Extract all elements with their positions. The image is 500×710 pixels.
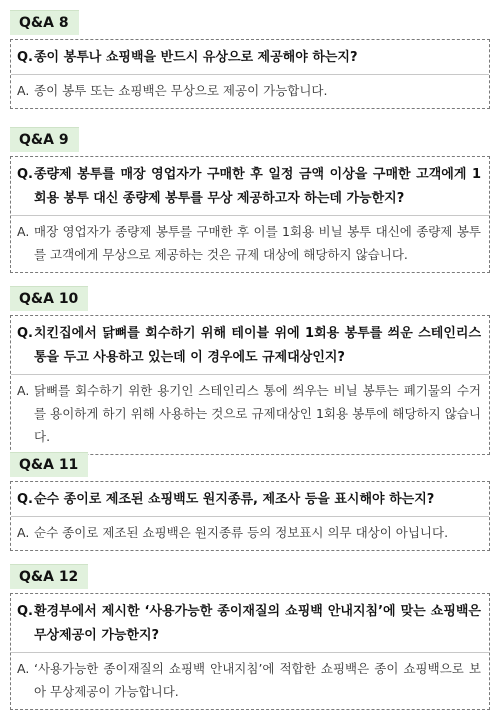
question-prefix: Q. (17, 604, 33, 619)
qa-tag: Q&A 11 (10, 452, 88, 477)
answer-prefix: A. (17, 224, 30, 239)
answer-prefix: A. (17, 525, 30, 540)
answer-text: 매장 영업자가 종량제 봉투를 구매한 후 이를 1회용 비닐 봉투 대신에 종량제 봉투를 고객에게 무상으로 제공하는 것은 규제 대상에 해당하지 않습니다. (34, 224, 481, 262)
qa-block-10 (10, 286, 490, 455)
qa-box (10, 39, 490, 109)
answer-text: 종이 봉투 또는 쇼핑백은 무상으로 제공이 가능합니다. (34, 83, 328, 98)
answer-row (11, 75, 489, 102)
qa-tag: Q&A 10 (10, 286, 88, 311)
qa-block-11 (10, 452, 490, 551)
question-row (11, 159, 489, 216)
question-prefix: Q. (17, 50, 33, 65)
answer-text: 순수 종이로 제조된 쇼핑백은 원지종류 등의 정보표시 의무 대상이 아닙니다. (34, 525, 449, 540)
answer-prefix: A. (17, 83, 30, 98)
question-row (11, 318, 489, 375)
qa-block-8 (10, 10, 490, 109)
question-row (11, 484, 489, 517)
answer-row (11, 653, 489, 703)
qa-box (10, 315, 490, 455)
qa-block-9 (10, 127, 490, 273)
qa-block-12 (10, 564, 490, 710)
answer-prefix: A. (17, 661, 30, 676)
question-text: 종이 봉투나 쇼핑백을 반드시 유상으로 제공해야 하는지? (34, 50, 358, 65)
question-row (11, 42, 489, 75)
answer-prefix: A. (17, 383, 30, 398)
question-text: 순수 종이로 제조된 쇼핑백도 원지종류, 제조사 등을 표시해야 하는지? (34, 492, 435, 507)
qa-tag: Q&A 9 (10, 127, 79, 152)
qa-box (10, 593, 490, 710)
answer-row (11, 517, 489, 544)
answer-text: 닭뼈를 회수하기 위한 용기인 스테인리스 통에 씌우는 비닐 봉투는 폐기물의 수거를 용이하게 하기 위해 사용하는 것으로 규제대상인 1회용 봉투에 해당하지 않습니다. (34, 383, 481, 444)
qa-box (10, 481, 490, 551)
question-text: 종량제 봉투를 매장 영업자가 구매한 후 일정 금액 이상을 구매한 고객에게 1회용 봉투 대신 종량제 봉투를 무상 제공하고자 하는데 가능한지? (34, 167, 481, 206)
answer-row (11, 375, 489, 448)
question-text: 환경부에서 제시한 ‘사용가능한 종이재질의 쇼핑백 안내지침’에 맞는 쇼핑백은 무상제공이 가능한지? (34, 604, 481, 643)
qa-tag: Q&A 12 (10, 564, 88, 589)
answer-row (11, 216, 489, 266)
question-prefix: Q. (17, 326, 33, 341)
question-prefix: Q. (17, 492, 33, 507)
qa-box (10, 156, 490, 273)
question-text: 치킨집에서 닭뼈를 회수하기 위해 테이블 위에 1회용 봉투를 씌운 스테인리스 통을 두고 사용하고 있는데 이 경우에도 규제대상인지? (34, 326, 481, 365)
qa-tag: Q&A 8 (10, 10, 79, 35)
answer-text: ‘사용가능한 종이재질의 쇼핑백 안내지침’에 적합한 쇼핑백은 종이 쇼핑백으로 보아 무상제공이 가능합니다. (34, 661, 481, 699)
question-prefix: Q. (17, 167, 33, 182)
question-row (11, 596, 489, 653)
